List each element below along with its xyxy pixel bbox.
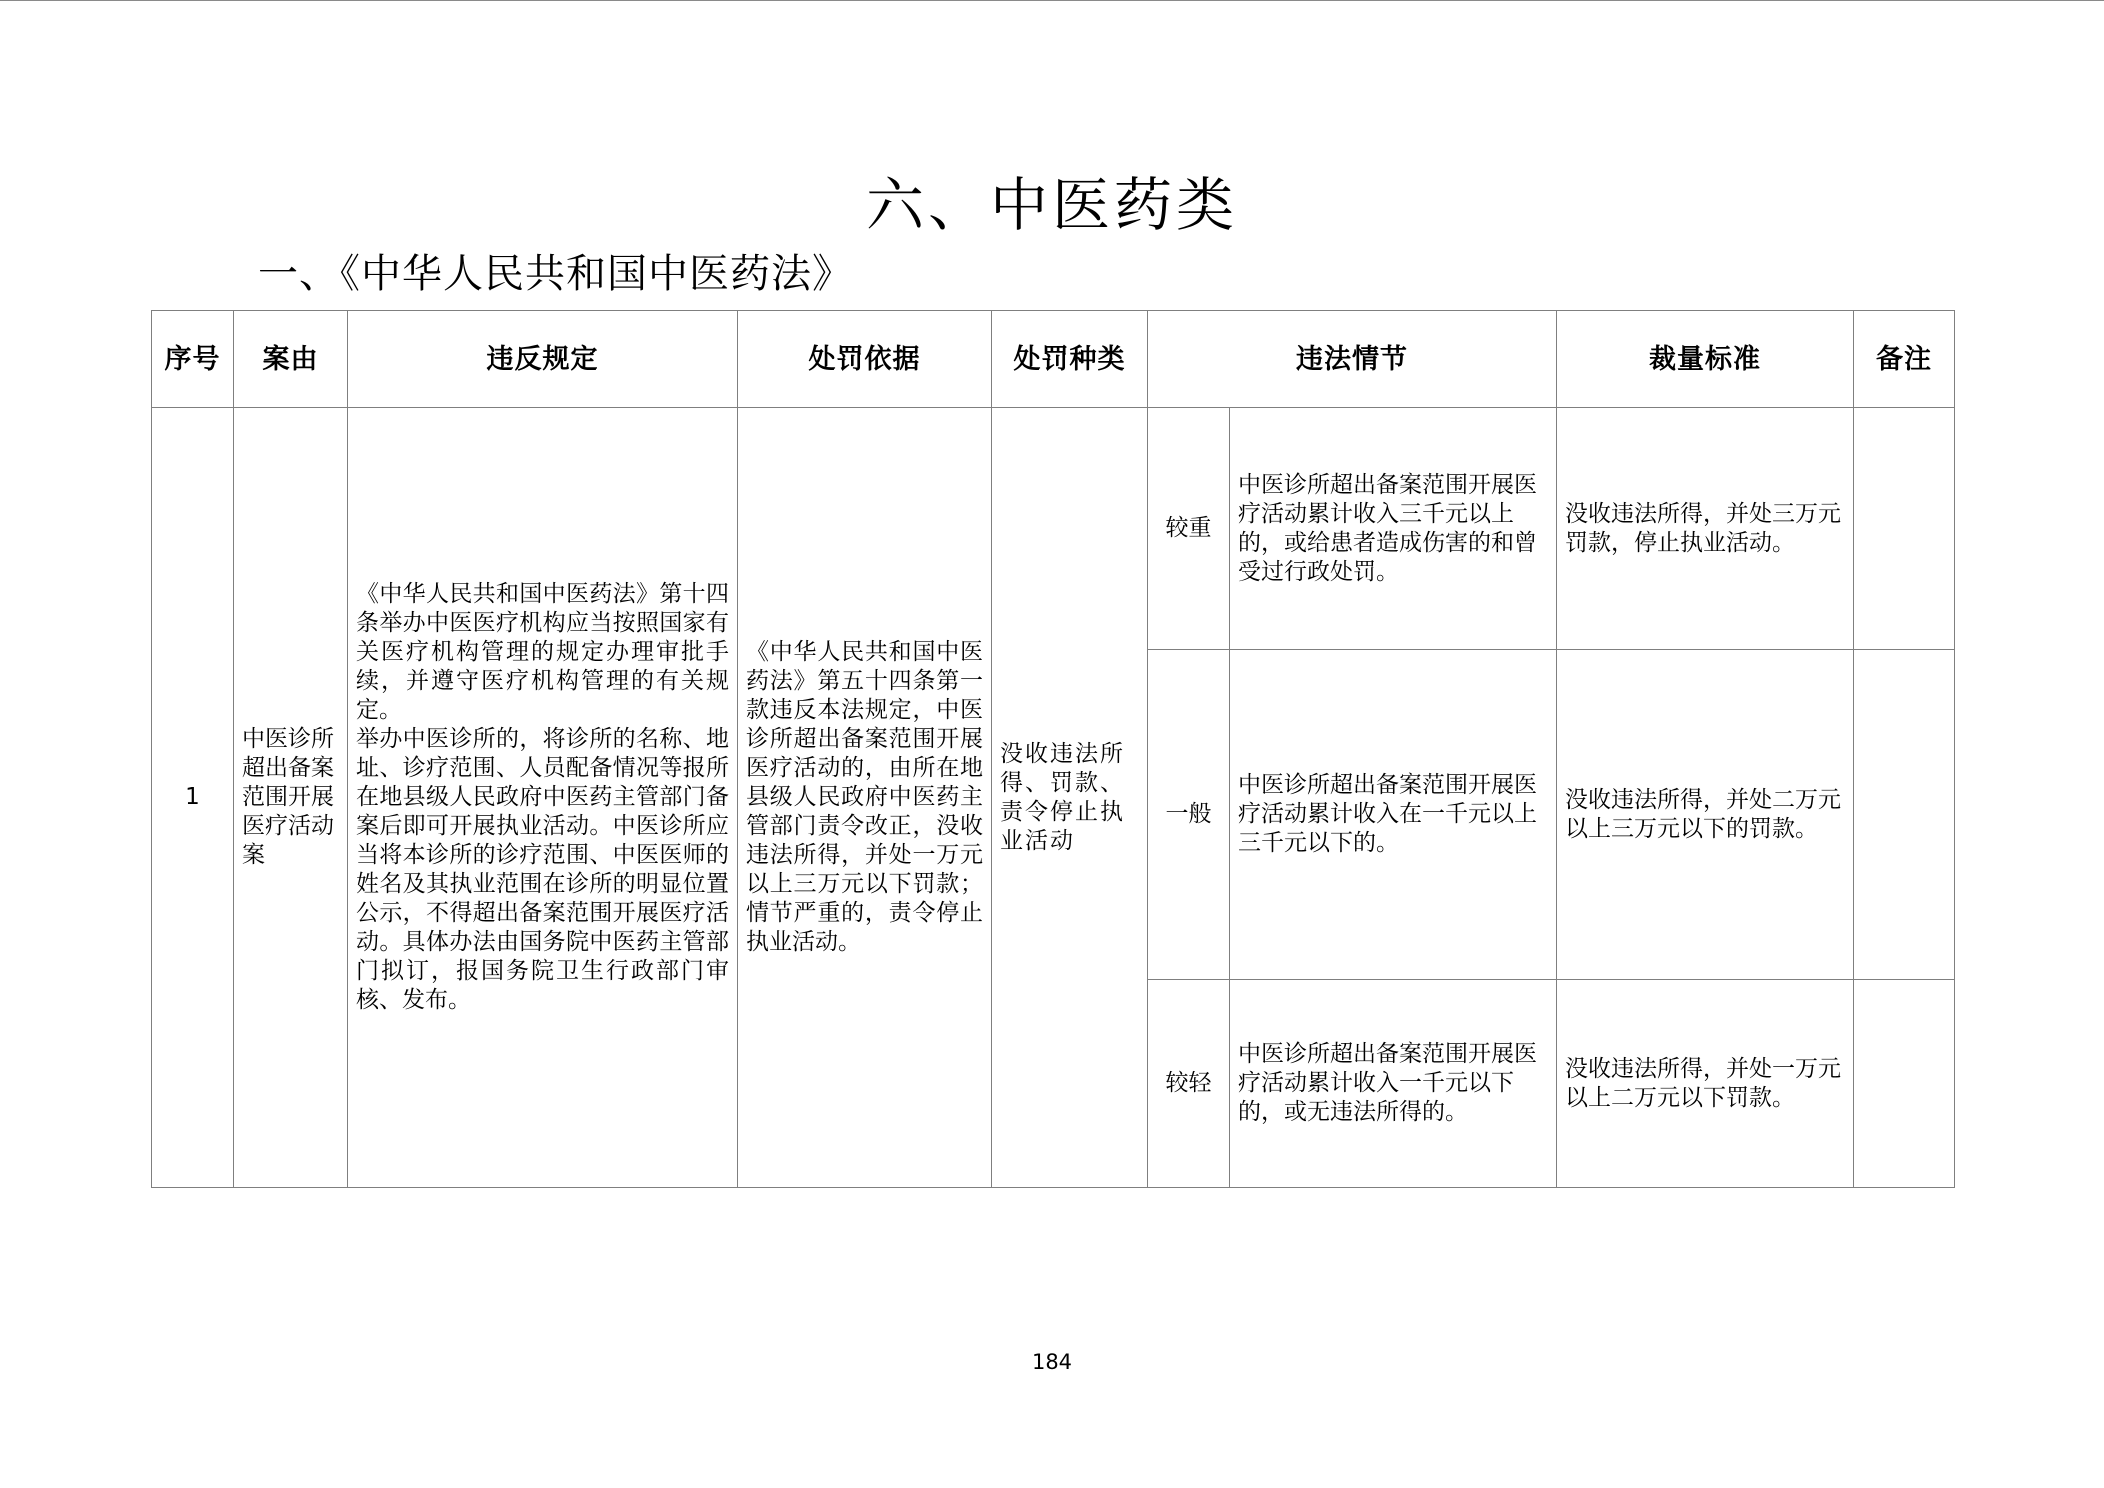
header-standard: 裁量标准: [1557, 311, 1854, 408]
top-rule: [0, 0, 2104, 1]
header-basis: 处罚依据: [738, 311, 992, 408]
level-serious: 较重: [1148, 408, 1230, 650]
standard-serious: 没收违法所得，并处三万元罚款，停止执业活动。: [1557, 408, 1854, 650]
type-cell: 没收违法所得、罚款、责令停止执业活动: [992, 408, 1148, 1188]
rule-cell: [348, 408, 738, 1188]
remark-cell-3: [1854, 980, 1955, 1188]
basis-cell: 《中华人民共和国中医药法》第五十四条第一款违反本法规定，中医诊所超出备案范围开展医疗活动的，由所在地县级人民政府中医药主管部门责令改正，没收违法所得，并处一万元以上三万元以下罚款；情节严重的，责令停止执业活动。: [738, 408, 992, 1188]
remark-cell-2: [1854, 650, 1955, 980]
header-type: 处罚种类: [992, 311, 1148, 408]
circumstance-serious: 中医诊所超出备案范围开展医疗活动累计收入三千元以上的，或给患者造成伤害的和曾受过行政处罚。: [1230, 408, 1557, 650]
circumstance-minor: 中医诊所超出备案范围开展医疗活动累计收入一千元以下的，或无违法所得的。: [1230, 980, 1557, 1188]
header-case: 案由: [234, 311, 348, 408]
table-row: [152, 408, 1955, 650]
header-rule: 违反规定: [348, 311, 738, 408]
table-header-row: [152, 311, 1955, 408]
level-minor: 较轻: [1148, 980, 1230, 1188]
remark-cell-1: [1854, 408, 1955, 650]
circumstance-general: 中医诊所超出备案范围开展医疗活动累计收入在一千元以上三千元以下的。: [1230, 650, 1557, 980]
header-no: 序号: [152, 311, 234, 408]
penalty-table: [151, 310, 1955, 1188]
header-remark: 备注: [1854, 311, 1955, 408]
standard-general: 没收违法所得，并处二万元以上三万元以下的罚款。: [1557, 650, 1854, 980]
rule-text: 《中华人民共和国中医药法》第十四条举办中医医疗机构应当按照国家有关医疗机构管理的规定办理审批手续，并遵守医疗机构管理的有关规定。 举办中医诊所的，将诊所的名称、地址、诊疗范围、人员配备情况等报所在地县级人民政府中医药主管部门备案后即可开展执业活动。中医诊所应当将本诊所的诊疗范围、中医医师的姓名及其执业范围在诊所的明显位置公示，不得超出备案范围开展医疗活动。具体办法由国务院中医药主管部门拟订，报国务院卫生行政部门审核、发布。: [356, 581, 729, 1013]
level-general: 一般: [1148, 650, 1230, 980]
page-title: 六、中医药类: [865, 171, 1238, 239]
standard-minor: 没收违法所得，并处一万元以上二万元以下罚款。: [1557, 980, 1854, 1188]
page-number: 184: [1031, 1350, 1073, 1374]
row-number: 1: [152, 408, 234, 1188]
header-circumstance: 违法情节: [1148, 311, 1557, 408]
section-subtitle: 一、《中华人民共和国中医药法》: [258, 251, 853, 297]
case-cell: 中医诊所超出备案范围开展医疗活动案: [234, 408, 348, 1188]
